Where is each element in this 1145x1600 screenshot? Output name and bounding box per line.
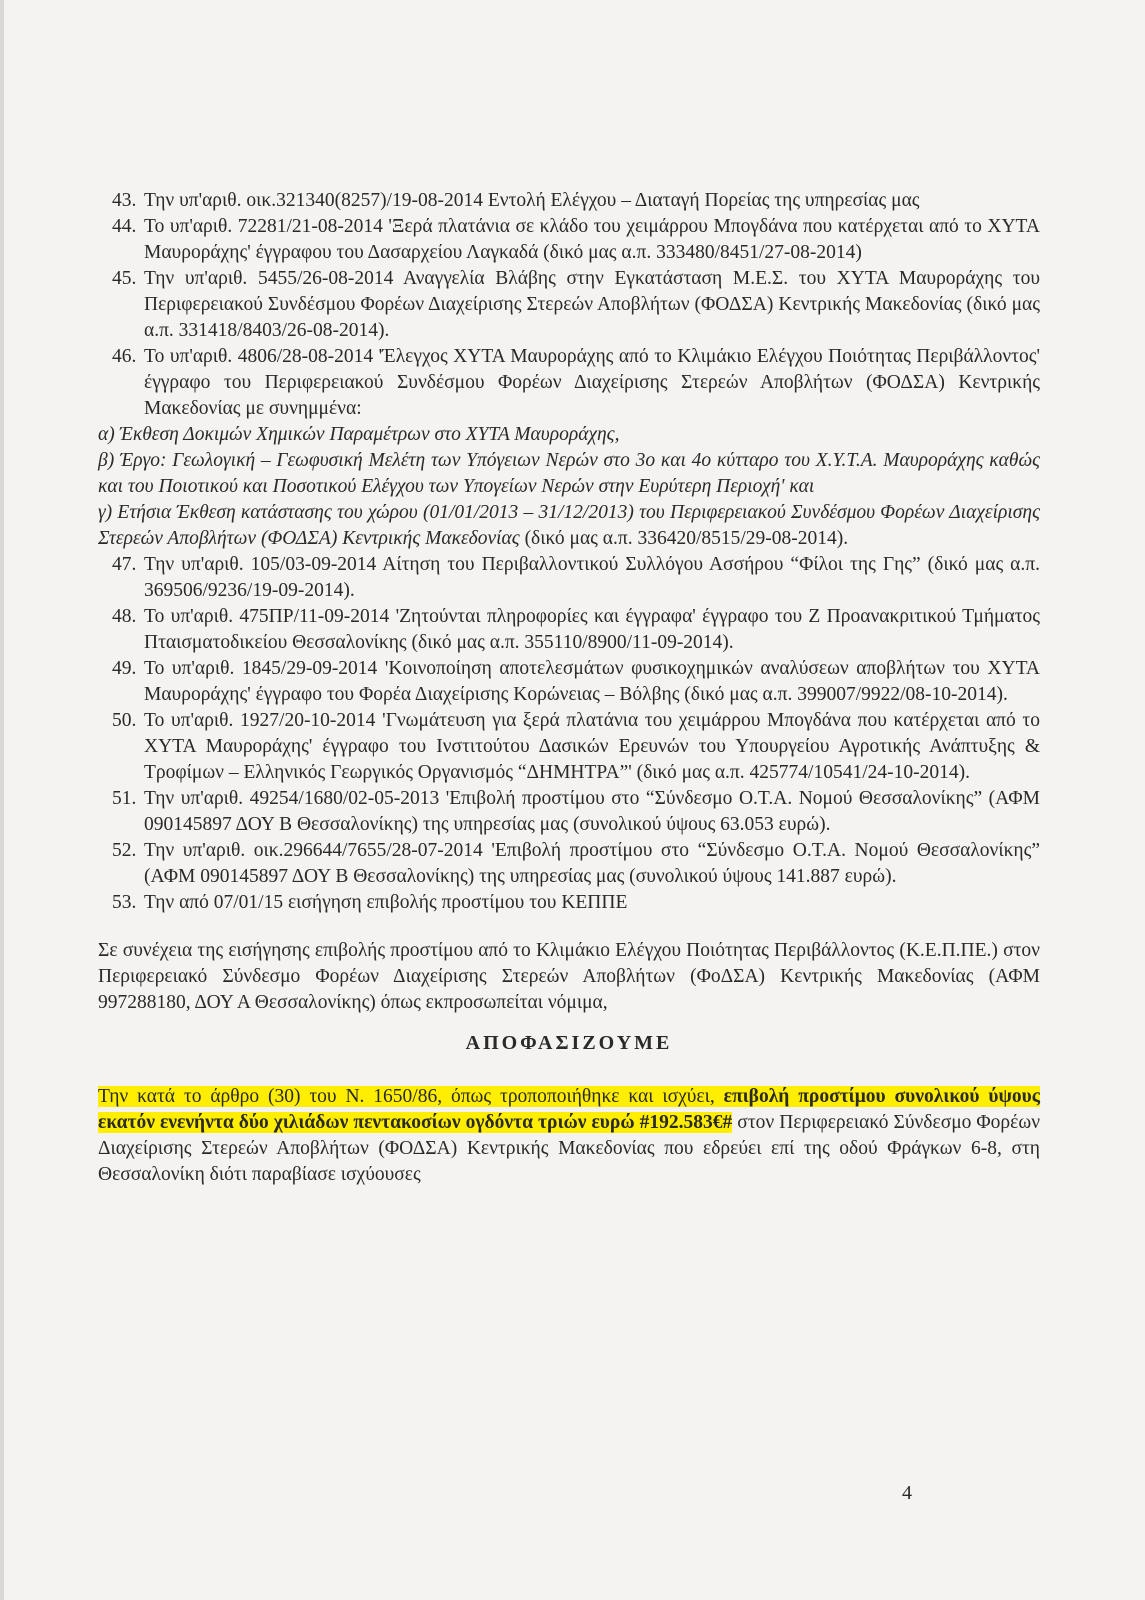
- item-number: 47.: [112, 554, 137, 575]
- item-text: Το υπ'αριθ. 1927/20-10-2014 'Γνωμάτευση για ξερά πλατάνια του χειμάρρου Μπογδάνα που κατέρχεται από το ΧΥΤΑ Μαυροράχης' έγγραφο του Ινστιτούτου Δασικών Ερευνών του Υπουργείου Αγροτικής Ανάπτυξης & Τροφίμων – Ελληνικός Γεωργικός Οργανισμός “ΔΗΜΗΤΡΑ”' (δικό μας α.π. 425774/10541/24-10-2014).: [144, 710, 1040, 783]
- item-number: 53.: [112, 892, 137, 913]
- item-number: 50.: [112, 710, 137, 731]
- item-number: 48.: [112, 606, 137, 627]
- list-item-49: [98, 656, 1040, 708]
- item-text: Την από 07/01/15 εισήγηση επιβολής προστίμου του ΚΕΠΠΕ: [144, 892, 628, 913]
- decision-rest: στον Περιφερειακό Σύνδεσμο Φορέων Διαχείρισης Στερεών Αποβλήτων (ΦΟΔΣΑ) Κεντρικής Μακεδονίας που εδρεύει επί της οδού Φράγκων 6-8, στη Θεσσαλονίκη διότι παραβίασε ισχύουσες: [98, 1112, 1041, 1185]
- list-item-43: [98, 188, 1040, 214]
- list-item-52: [98, 838, 1040, 890]
- context-paragraph: Σε συνέχεια της εισήγησης επιβολής προστίμου από το Κλιμάκιο Ελέγχου Ποιότητας Περιβάλλοντος (Κ.Ε.Π.ΠΕ.) στον Περιφερειακό Σύνδεσμο Φορέων Διαχείρισης Στερεών Αποβλήτων (ΦοΔΣΑ) Κεντρικής Μακεδονίας (ΑΦΜ 997288180, ΔΟΥ Α Θεσσαλονίκης) όπως εκπροσωπείται νόμιμα,: [98, 940, 1040, 1013]
- highlighted-text: Την κατά το άρθρο (30) του Ν. 1650/86, όπως τροποποιήθηκε και ισχύει,: [98, 1086, 724, 1107]
- item-number: 52.: [112, 840, 137, 861]
- item-text: Την υπ'αριθ. οικ.321340(8257)/19-08-2014 Εντολή Ελέγχου – Διαταγή Πορείας της υπηρεσίας μας: [144, 190, 920, 211]
- item-text: Την υπ'αριθ. 5455/26-08-2014 Αναγγελία Βλάβης στην Εγκατάσταση Μ.Ε.Σ. του ΧΥΤΑ Μαυροράχης του Περιφερειακού Συνδέσμου Φορέων Διαχείρισης Στερεών Αποβλήτων (ΦΟΔΣΑ) Κεντρικής Μακεδονίας (δικό μας α.π. 331418/8403/26-08-2014).: [144, 268, 1040, 341]
- list-item-46: [98, 344, 1040, 422]
- attachment-a: α) Έκθεση Δοκιμών Χημικών Παραμέτρων στο ΧΥΤΑ Μαυροράχης,: [98, 424, 620, 445]
- list-item-51: [98, 786, 1040, 838]
- item-text: Την υπ'αριθ. 49254/1680/02-05-2013 'Επιβολή προστίμου στο “Σύνδεσμο Ο.Τ.Α. Νομού Θεσσαλονίκης” (ΑΦΜ 090145897 ΔΟΥ Β Θεσσαλονίκης) της υπηρεσίας μας (συνολικού ύψους 63.053 ευρώ).: [144, 788, 1040, 835]
- attachment-c-ref: (δικό μας α.π. 336420/8515/29-08-2014).: [524, 528, 849, 549]
- scan-edge: [0, 0, 4, 1600]
- item-number: 44.: [112, 216, 137, 237]
- highlighted-fine-amount: επιβολή προστίμου συνολικού ύψους εκατόν ενενήντα δύο χιλιάδων πεντακοσίων ογδόντα τριών ευρώ #192.583€#: [98, 1086, 1040, 1133]
- item-number: 45.: [112, 268, 137, 289]
- item-text: Την υπ'αριθ. 105/03-09-2014 Αίτηση του Περιβαλλοντικού Συλλόγου Ασσήρου “Φίλοι της Γης” (δικό μας α.π. 369506/9236/19-09-2014).: [144, 554, 1040, 601]
- attachment-b: β) Έργο: Γεωλογική – Γεωφυσική Μελέτη των Υπόγειων Νερών στο 3ο και 4ο κύτταρο του Χ.Υ.Τ.Α. Μαυροράχης καθώς και του Ποιοτικού και Ποσοτικού Ελέγχου των Υπογείων Νερών στην Ευρύτερη Περιοχή' και: [98, 450, 1040, 497]
- item-number: 49.: [112, 658, 137, 679]
- item-number: 51.: [112, 788, 137, 809]
- attachment-c-title: γ) Ετήσια Έκθεση κατάστασης του χώρου (01/01/2013 – 31/12/2013) του Περιφερειακού Συνδέσμου Φορέων Διαχείρισης Στερεών Αποβλήτων (ΦΟΔΣΑ) Κεντρικής Μακεδονίας: [98, 502, 1040, 549]
- list-item-53: [98, 890, 1040, 916]
- list-item-45: [98, 266, 1040, 344]
- document-body: [98, 188, 1040, 1188]
- decision-paragraph: [98, 1084, 1040, 1188]
- page-number: 4: [902, 1482, 912, 1504]
- item-text: Την υπ'αριθ. οικ.296644/7655/28-07-2014 'Επιβολή προστίμου στο “Σύνδεσμο Ο.Τ.Α. Νομού Θεσσαλονίκης” (ΑΦΜ 090145897 ΔΟΥ Β Θεσσαλονίκης) της υπηρεσίας μας (συνολικού ύψους 141.887 ευρώ).: [144, 840, 1040, 887]
- item-text: Το υπ'αριθ. 72281/21-08-2014 'Ξερά πλατάνια σε κλάδο του χειμάρρου Μπογδάνα που κατέρχεται από το ΧΥΤΑ Μαυροράχης' έγγραφου του Δασαρχείου Λαγκαδά (δικό μας α.π. 333480/8451/27-08-2014): [144, 216, 1040, 263]
- decision-heading: ΑΠΟΦΑΣΙΖΟΥΜΕ: [465, 1032, 673, 1054]
- item-text: Το υπ'αριθ. 1845/29-09-2014 'Κοινοποίηση αποτελεσμάτων φυσικοχημικών αναλύσεων αποβλήτων του ΧΥΤΑ Μαυροράχης' έγγραφο του Φορέα Διαχείρισης Κορώνειας – Βόλβης (δικό μας α.π. 399007/9922/08-10-2014).: [144, 658, 1040, 705]
- item-number: 46.: [112, 346, 137, 367]
- list-item-44: [98, 214, 1040, 266]
- item-text: Το υπ'αριθ. 475ΠΡ/11-09-2014 'Ζητούνται πληροφορίες και έγγραφα' έγγραφο του Ζ Προανακριτικού Τμήματος Πταισματοδικείου Θεσσαλονίκης (δικό μας α.π. 355110/8900/11-09-2014).: [144, 606, 1040, 653]
- attachment-c: [98, 500, 1040, 552]
- item-text: Το υπ'αριθ. 4806/28-08-2014 'Έλεγχος ΧΥΤΑ Μαυροράχης από το Κλιμάκιο Ελέγχου Ποιότητας Περιβάλλοντος' έγγραφο του Περιφερειακού Συνδέσμου Φορέων Διαχείρισης Στερεών Αποβλήτων (ΦΟΔΣΑ) Κεντρικής Μακεδονίας με συνημμένα:: [144, 346, 1040, 419]
- list-item-47: [98, 552, 1040, 604]
- list-item-50: [98, 708, 1040, 786]
- item-number: 43.: [112, 190, 137, 211]
- list-item-48: [98, 604, 1040, 656]
